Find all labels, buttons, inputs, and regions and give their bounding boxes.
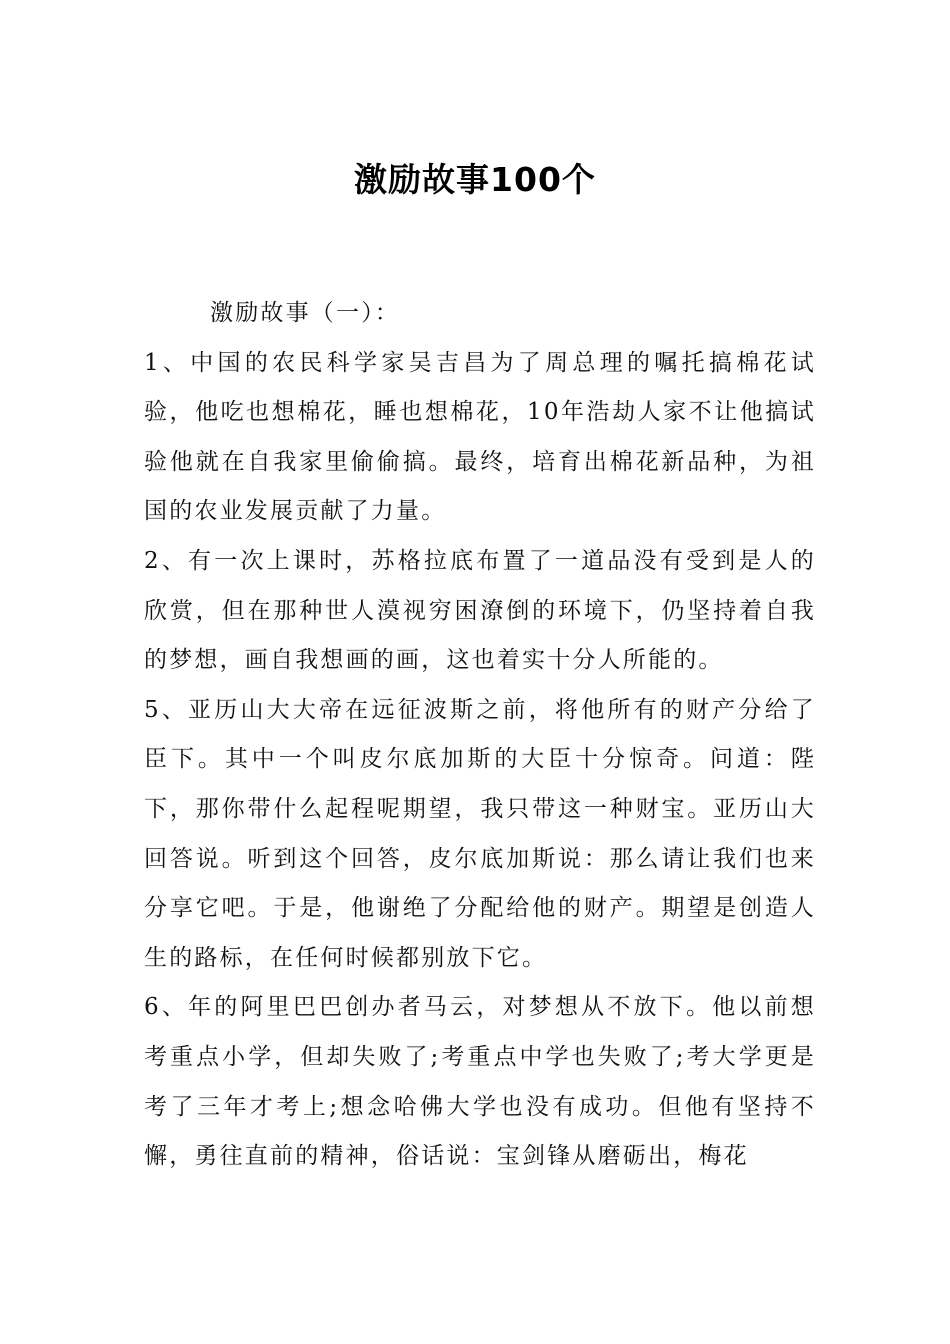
story-paragraph-1: 1、中国的农民科学家吴吉昌为了周总理的嘱托搞棉花试验，他吃也想棉花，睡也想棉花，10年浩劫人家不让他搞试验他就在自我家里偷偷搞。最终，培育出棉花新品种，为祖国的农业发展贡献了力量。: [144, 349, 816, 525]
story-paragraph-6: 6、年的阿里巴巴创办者马云，对梦想从不放下。他以前想考重点小学，但却失败了;考重点中学也失败了;考大学更是考了三年才考上;想念哈佛大学也没有成功。但他有坚持不懈，勇往直前的精神，俗话说：宝剑锋从磨砺出，梅花: [144, 994, 816, 1170]
document-body: [144, 289, 816, 1182]
document-title: 激励故事100个: [354, 160, 596, 199]
story-paragraph-2: 2、有一次上课时，苏格拉底布置了一道品没有受到是人的欣赏，但在那种世人漠视穷困潦倒的环境下，仍坚持着自我的梦想，画自我想画的画，这也着实十分人所能的。: [144, 547, 816, 674]
section-heading: 激励故事（一）：: [210, 300, 401, 326]
story-paragraph-5: 5、亚历山大大帝在远征波斯之前，将他所有的财产分给了臣下。其中一个叫皮尔底加斯的大臣十分惊奇。问道：陛下，那你带什么起程呢期望，我只带这一种财宝。亚历山大回答说。听到这个回答，皮尔底加斯说：那么请让我们也来分享它吧。于是，他谢绝了分配给他的财产。期望是创造人生的路标，在任何时候都别放下它。: [144, 696, 816, 971]
